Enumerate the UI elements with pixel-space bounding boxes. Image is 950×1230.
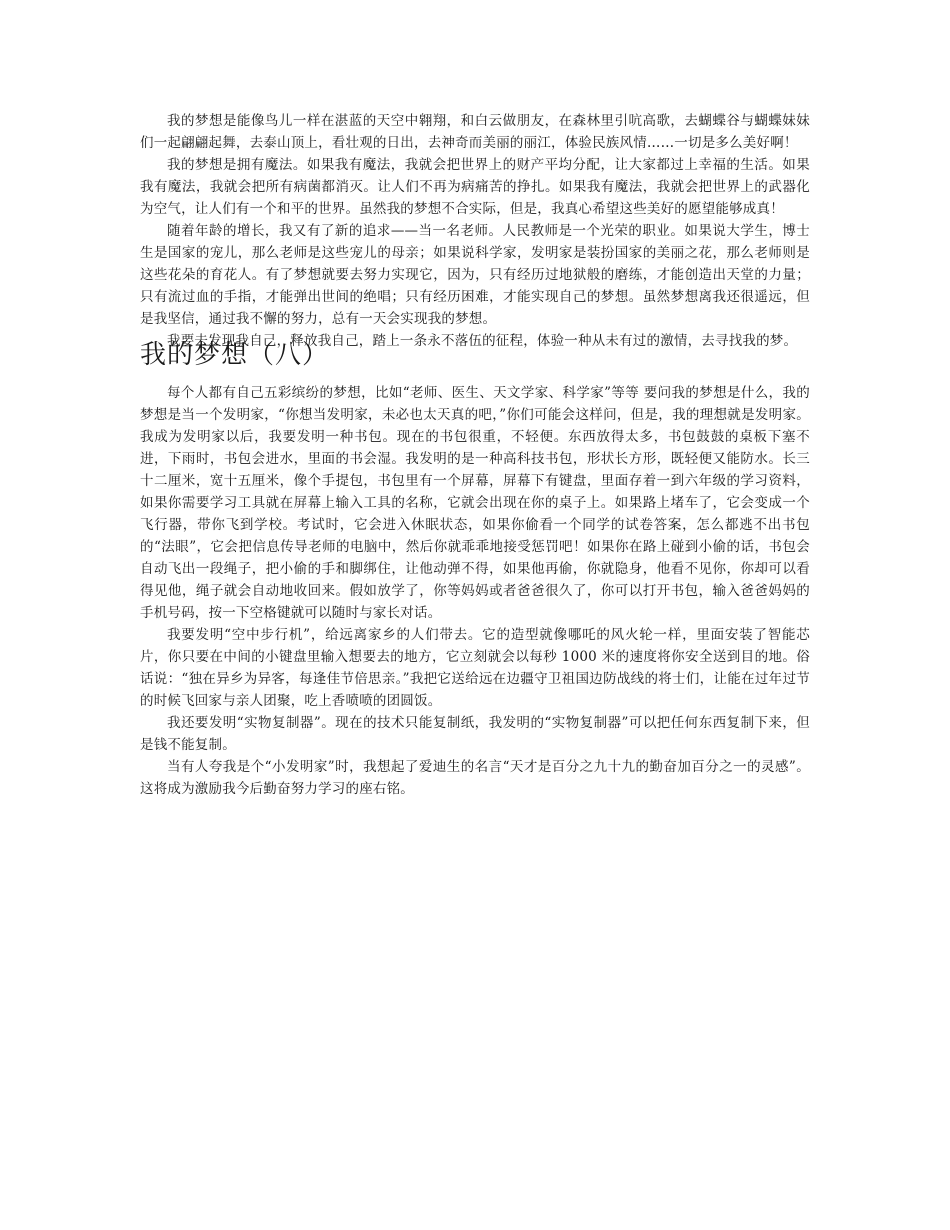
paragraph: 每个人都有自己五彩缤纷的梦想，比如“老师、医生、天文学家、科学家”等等 要问我的梦想是什么，我的梦想是当一个发明家，“你想当发明家，未必也太天真的吧，”你们可能会这样问，但是，我的理想就是发明家。我成为发明家以后，我要发明一种书包。现在的书包很重，不轻便。东西放得太多，书包鼓鼓的桌板下塞不进，下雨时，书包会进水，里面的书会湿。我发明的是一种高科技书包，形状长方形，既轻便又能防水。长三十二厘米，宽十五厘米，像个手提包，书包里有一个屏幕，屏幕下有键盘，里面存着一到六年级的学习资料，如果你需要学习工具就在屏幕上输入工具的名称，它就会出现在你的桌子上。如果路上堵车了，它会变成一个飞行器，带你飞到学校。考试时，它会进入休眠状态，如果你偷看一个同学的试卷答案，怎么都逃不出书包的“法眼”，它会把信息传导老师的电脑中，然后你就乖乖地接受惩罚吧！如果你在路上碰到小偷的话，书包会自动飞出一段绳子，把小偷的手和脚绑住，让他动弹不得，如果他再偷，你就隐身，他看不见你，你却可以看得见他，绳子就会自动地收回来。假如放学了，你等妈妈或者爸爸很久了，你可以打开书包，输入爸爸妈妈的手机号码，按一下空格键就可以随时与家长对话。 (140, 385, 810, 621)
paragraph: 我要去发现我自己，释放我自己，踏上一条永不落伍的征程，体验一种从未有过的激情，去寻找我的梦。 (167, 333, 798, 349)
paragraph: 随着年龄的增长，我又有了新的追求——当一名老师。人民教师是一个光荣的职业。如果说大学生，博士生是国家的宠儿，那么老师是这些宠儿的母亲；如果说科学家，发明家是装扮国家的美丽之花，那么老师则是这些花朵的育花人。有了梦想就要去努力实现它，因为，只有经历过地狱般的磨练，才能创造出天堂的力量；只有流过血的手指，才能弹出世间的绝唱；只有经历困难，才能实现自己的梦想。虽然梦想离我还很遥远，但是我坚信，通过我不懈的努力，总有一天会实现我的梦想。 (140, 223, 810, 327)
paragraph: 当有人夸我是个“小发明家”时，我想起了爱迪生的名言“天才是百分之九十九的勤奋加百分之一的灵感”。这将成为激励我今后勤奋努力学习的座右铭。 (140, 759, 810, 797)
paragraph: 我还要发明“实物复制器”。现在的技术只能复制纸，我发明的“实物复制器”可以把任何东西复制下来，但是钱不能复制。 (140, 715, 810, 753)
document-page (140, 110, 810, 800)
paragraph: 我的梦想是拥有魔法。如果我有魔法，我就会把世界上的财产平均分配，让大家都过上幸福的生活。如果我有魔法，我就会把所有病菌都消灭。让人们不再为病痛苦的挣扎。如果我有魔法，我就会把世界上的武器化为空气，让人们有一个和平的世界。虽然我的梦想不合实际，但是，我真心希望这些美好的愿望能够成真！ (140, 157, 810, 217)
essay-section (140, 338, 810, 800)
essay-title: 我的梦想（八） (140, 340, 330, 370)
previous-essay-section (140, 110, 810, 352)
paragraph: 我要发明“空中步行机”，给远离家乡的人们带去。它的造型就像哪吒的风火轮一样，里面安装了智能芯片，你只要在中间的小键盘里输入想要去的地方，它立刻就会以每秒 1000 米的速度将你安全送到目的地。俗话说：“独在异乡为异客，每逢佳节倍思亲。”我把它送给远在边疆守卫祖国边防战线的将士们，让能在过年过节的时候飞回家与亲人团聚，吃上香喷喷的团圆饭。 (140, 627, 810, 709)
paragraph: 我的梦想是能像鸟儿一样在湛蓝的天空中翱翔，和白云做朋友，在森林里引吭高歌，去蝴蝶谷与蝴蝶妹妹们一起翩翩起舞，去泰山顶上，看壮观的日出，去神奇而美丽的丽江，体验民族风情……一切是多么美好啊！ (140, 113, 810, 151)
